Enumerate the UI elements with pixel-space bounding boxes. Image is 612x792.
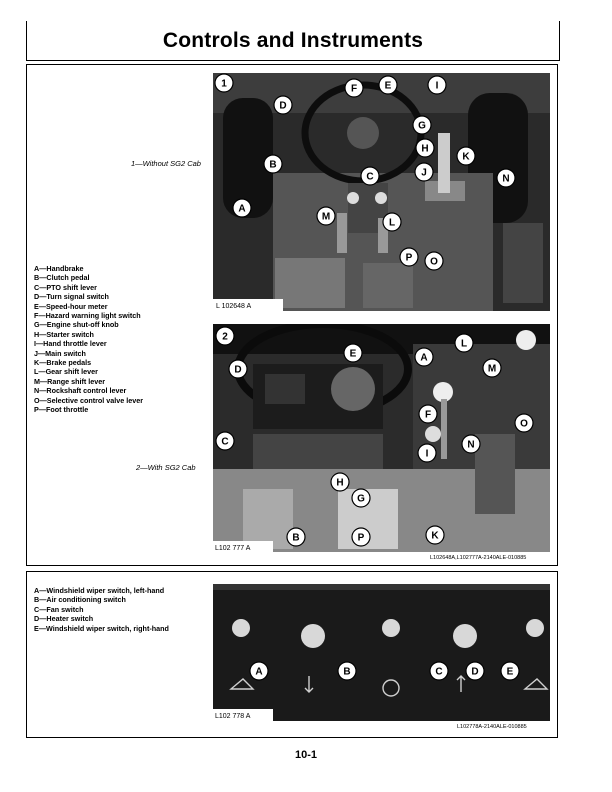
figure2-ref: L102648A,L102777A-2140ALE-010885 bbox=[430, 555, 527, 561]
figure3-callout-a bbox=[250, 662, 268, 680]
figure1-callout-i bbox=[428, 76, 446, 94]
figure2-callout-label: F bbox=[424, 409, 432, 421]
controls-legend-item: J—Main switch bbox=[34, 348, 86, 358]
figure2-callout-k bbox=[426, 526, 444, 544]
controls-legend-item: I—Hand throttle lever bbox=[34, 339, 107, 349]
figure1-callout-h bbox=[416, 139, 434, 157]
figure2-callout-label: A bbox=[420, 352, 428, 364]
figure1-code: L 102648 A bbox=[216, 303, 252, 310]
figure3-callout-label: D bbox=[471, 666, 479, 678]
figure2-callout-label: B bbox=[292, 532, 300, 544]
figure2-callout-h bbox=[331, 473, 349, 491]
figure2-caption: 2—With SG2 Cab bbox=[136, 463, 196, 472]
controls-legend-item: P—Foot throttle bbox=[34, 405, 89, 415]
figure2-callout-b bbox=[287, 528, 305, 546]
figure1-callout-label: E bbox=[384, 80, 392, 92]
tractor-controls-photo-2 bbox=[213, 324, 550, 552]
controls-legend-item: D—Turn signal switch bbox=[34, 292, 109, 302]
figure1-callout-p bbox=[400, 248, 418, 266]
figure3-code: L102 778 A bbox=[215, 713, 251, 720]
figure1-callout-a bbox=[233, 199, 251, 217]
figure1-callout-label: O bbox=[430, 256, 438, 268]
controls-legend-item: O—Selective control valve lever bbox=[34, 395, 144, 405]
figure1-callout-label: F bbox=[350, 83, 358, 95]
controls-legend-item: K—Brake pedals bbox=[34, 358, 92, 368]
figure1-callout-label: P bbox=[405, 252, 413, 264]
switches-legend-item: C—Fan switch bbox=[34, 604, 84, 614]
controls-legend-item: L—Gear shift lever bbox=[34, 367, 98, 377]
figure1-callout-j bbox=[415, 163, 433, 181]
page-title: Controls and Instruments bbox=[162, 29, 424, 52]
figure1-callout-label: I bbox=[435, 80, 439, 92]
figure1-callout-label: M bbox=[321, 211, 331, 223]
figure3-callout-label: A bbox=[255, 666, 263, 678]
figure2-callout-l bbox=[455, 334, 473, 352]
figure2-callout-label: D bbox=[234, 364, 242, 376]
figure3-callout-label: E bbox=[506, 666, 514, 678]
controls-legend-item: G—Engine shut-off knob bbox=[34, 320, 119, 330]
cab-switches-photo bbox=[213, 584, 550, 721]
figure1-callout-f bbox=[345, 79, 363, 97]
figure2-callout-2 bbox=[216, 327, 234, 345]
figure1-callout-label: A bbox=[238, 203, 246, 215]
controls-panel bbox=[26, 64, 558, 566]
figure1-callout-d bbox=[274, 96, 292, 114]
controls-legend-item: H—Starter switch bbox=[34, 329, 94, 339]
controls-legend bbox=[34, 264, 143, 415]
figure1-callout-m bbox=[317, 207, 335, 225]
figure3-photo bbox=[213, 584, 550, 721]
controls-legend-item: N—Rockshaft control lever bbox=[34, 386, 127, 396]
switches-legend-item: A—Windshield wiper switch, left-hand bbox=[34, 586, 165, 595]
figure2-callout-label: O bbox=[520, 418, 528, 430]
figure1-callout-label: N bbox=[502, 173, 510, 185]
switches-legend bbox=[34, 586, 169, 633]
figure2-callout-label: G bbox=[357, 493, 365, 505]
figure1-callout-g bbox=[413, 116, 431, 134]
controls-legend-item: B—Clutch pedal bbox=[34, 273, 90, 283]
figure1-callout-label: K bbox=[462, 151, 470, 163]
switches-legend-item: D—Heater switch bbox=[34, 614, 94, 624]
controls-legend-item: E—Speed-hour meter bbox=[34, 301, 108, 311]
figure2-callout-label: P bbox=[357, 532, 365, 544]
figure1-callout-label: J bbox=[421, 167, 427, 179]
figure1-caption: 1—Without SG2 Cab bbox=[131, 159, 201, 168]
figure2-callout-f bbox=[419, 405, 437, 423]
figure2-callout-label: L bbox=[460, 338, 468, 350]
figure2-callout-g bbox=[352, 489, 370, 507]
controls-legend-item: M—Range shift lever bbox=[34, 376, 106, 386]
controls-legend-item: C—PTO shift lever bbox=[34, 282, 97, 292]
figure2-callout-label: H bbox=[336, 477, 344, 489]
figure2-callout-label: E bbox=[349, 348, 357, 360]
figure2-photo bbox=[213, 324, 550, 552]
figure1-callout-o bbox=[425, 252, 443, 270]
figure1-callout-label: D bbox=[279, 100, 287, 112]
figure1-callout-1 bbox=[215, 74, 233, 92]
figure1-callout-k bbox=[457, 147, 475, 165]
figure2-callout-i bbox=[418, 444, 436, 462]
figure2-callout-d bbox=[229, 360, 247, 378]
figure3-ref: L102778A-2140ALE-010885 bbox=[457, 724, 527, 730]
figure2-callout-label: C bbox=[221, 436, 229, 448]
figure3-callout-label: B bbox=[343, 666, 351, 678]
figure2-callout-label: K bbox=[431, 530, 439, 542]
figure1-callout-c bbox=[361, 167, 379, 185]
figure1-callout-label: H bbox=[421, 143, 429, 155]
page-number: 10-1 bbox=[294, 749, 318, 761]
controls-legend-item: A—Handbrake bbox=[34, 264, 84, 273]
figure1-callout-b bbox=[264, 155, 282, 173]
figure1-callout-label: G bbox=[418, 120, 426, 132]
figure2-callout-label: M bbox=[487, 363, 497, 375]
figure2-callout-e bbox=[344, 344, 362, 362]
tractor-controls-photo-1 bbox=[213, 73, 550, 311]
figure2-callout-p bbox=[352, 528, 370, 546]
figure2-callout-n bbox=[462, 435, 480, 453]
switches-panel bbox=[26, 571, 558, 738]
switches-legend-item: E—Windshield wiper switch, right-hand bbox=[34, 623, 169, 633]
figure1-callout-label: C bbox=[366, 171, 374, 183]
figure2-code: L102 777 A bbox=[215, 545, 251, 552]
figure2-callout-label: I bbox=[425, 448, 429, 460]
figure3-callout-label: C bbox=[435, 666, 443, 678]
figure3-callout-d bbox=[466, 662, 484, 680]
page-header bbox=[26, 21, 560, 61]
figure2-callout-label: 2 bbox=[222, 331, 228, 343]
figure1-callout-n bbox=[497, 169, 515, 187]
switches-legend-item: B—Air conditioning switch bbox=[34, 595, 126, 605]
figure1-callout-label: 1 bbox=[221, 78, 227, 90]
figure2-callout-label: N bbox=[467, 439, 475, 451]
figure2-callout-o bbox=[515, 414, 533, 432]
figure1-photo bbox=[213, 73, 550, 311]
figure2-callout-c bbox=[216, 432, 234, 450]
controls-legend-item: F—Hazard warning light switch bbox=[34, 311, 141, 321]
figure1-callout-l bbox=[383, 213, 401, 231]
figure1-callout-label: B bbox=[269, 159, 277, 171]
figure3-callout-e bbox=[501, 662, 519, 680]
figure2-callout-m bbox=[483, 359, 501, 377]
figure2-callout-a bbox=[415, 348, 433, 366]
figure1-callout-e bbox=[379, 76, 397, 94]
figure3-callout-b bbox=[338, 662, 356, 680]
figure3-callout-c bbox=[430, 662, 448, 680]
figure1-callout-label: L bbox=[388, 217, 396, 229]
